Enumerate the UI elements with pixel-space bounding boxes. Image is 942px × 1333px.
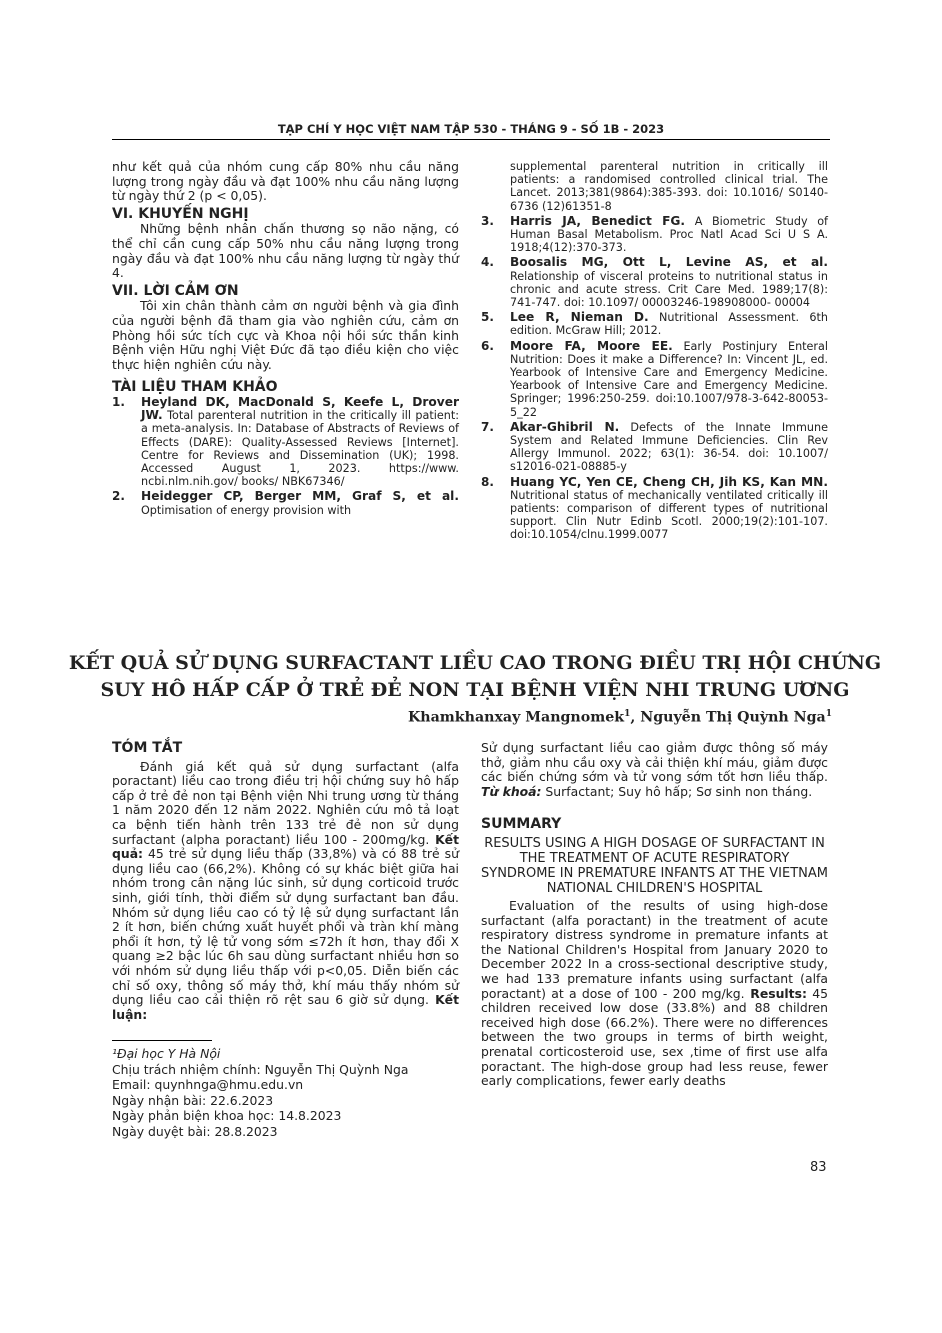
reference-item <box>481 215 828 255</box>
abstract-vi-keywords-label: Từ khoá: <box>481 783 542 799</box>
summary-en-title: RESULTS USING A HIGH DOSAGE OF SURFACTANT IN THE TREATMENT OF ACUTE RESPIRATORY SYNDROME IN PREMATURE INFANTS AT THE VIETNAM NATIONAL CHILDREN'S HOSPITAL <box>481 835 828 896</box>
reference-text <box>510 340 828 419</box>
left-column-top <box>112 160 459 519</box>
summary-title: SUMMARY <box>481 816 562 833</box>
abstract-vi-left <box>112 741 459 1022</box>
footnote-reviewed: Ngày phản biện khoa học: 14.8.2023 <box>112 1108 342 1124</box>
reference-item <box>481 421 828 474</box>
references-list-right <box>481 215 828 542</box>
reference-authors: Huang YC, Yen CE, Cheng CH, Jih KS, Kan MN. <box>510 474 828 489</box>
references-list-left <box>112 396 459 517</box>
author-2-affiliation: 1 <box>825 709 832 719</box>
reference-2-continuation: supplemental parenteral nutrition in critically ill patients: a randomised controlled clinical trial. The Lancet. 2013;381(9864):385-393. doi: 10.1016/ S0140-6736 (12)61351-8 <box>510 160 828 213</box>
reference-item <box>481 256 828 309</box>
reference-details: A Biometric Study of Human Basal Metabolism. Proc Natl Acad Sci U S A. 1918;4(12):370-373. <box>510 214 828 255</box>
author-1: Khamkhanxay Mangnomek <box>407 709 625 726</box>
reference-details: Total parenteral nutrition in the critically ill patient: a meta-analysis. In: Database of Abstracts of Reviews of Effects (DARE): Quality-Assessed Reviews [Internet]. Centre for Reviews and Dissemination (UK); 1998. Accessed August 1, 2023. https://www. ncbi.nlm.nih.gov/ books/ NBK67346/ <box>141 409 459 489</box>
reference-item <box>112 490 459 516</box>
reference-text <box>510 215 828 255</box>
intro-paragraph: như kết quả của nhóm cung cấp 80% nhu cầu năng lượng trong ngày đầu và đạt 100% nhu cầu năng lượng từ ngày thứ 2 (p < 0,05). <box>112 159 459 204</box>
reference-authors: Harris JA, Benedict FG. <box>510 213 686 228</box>
summary-body <box>481 899 828 1089</box>
article-title <box>60 650 890 704</box>
abstract-vi-results: 45 trẻ sử dụng liều thấp (33,8%) và có 88 trẻ sử dụng liều cao (66,2%). Không có sự khác biệt giữa hai nhóm trong cân nặng lúc sinh, sử dụng corticoid trước sinh, giới tính, thời điểm sử dụng surfactant ban đầu. Nhóm sử dụng liều cao có tỷ lệ sử dụng surfactant lần 2 ít hơn, biến chứng xuất huyết phổi và tràn khí màng phổi ít hơn, tỷ lệ tử vong sớm ≤72h ít hơn, thay đổi X quang ≥2 bậc lúc 6h sau dùng surfactant nhiều hơn so với nhóm sử dụng liều thấp với p<0,05. Diễn biến các chỉ số oxy, thông số máy thở, khí máu thấy nhóm sử dụng liều cao cải thiện rõ rệt sau 6 giờ sử dụng. <box>112 846 459 1008</box>
section-acknowledgment-title: VII. LỜI CẢM ƠN <box>112 282 239 299</box>
reference-number: 6. <box>481 338 494 353</box>
summary-results-label: Results: <box>744 985 807 1001</box>
author-separator: , <box>630 709 641 726</box>
journal-header: TẠP CHÍ Y HỌC VIỆT NAM TẬP 530 - THÁNG 9 - SỐ 1B - 2023 <box>277 122 665 136</box>
reference-text <box>141 490 459 516</box>
reference-item <box>112 396 459 488</box>
reference-item <box>481 311 828 337</box>
reference-continuation <box>481 160 828 213</box>
abstract-right-column <box>481 741 828 1089</box>
reference-text <box>510 311 828 337</box>
reference-details: Relationship of visceral proteins to nutritional status in chronic and acute stress. Crit Care Med. 1989;17(8): 741-747. doi: 10.1097/ 00003246-198908000- 00004 <box>510 269 828 310</box>
reference-details: Optimisation of energy provision with <box>141 503 352 517</box>
reference-number: 4. <box>481 255 494 270</box>
reference-text <box>510 421 828 474</box>
abstract-vi-methods: Đánh giá kết quả sử dụng surfactant (alfa poractant) liều cao trong điều trị hội chứng suy hô hấp cấp ở trẻ đẻ non tại Bệnh viện Nhi trung ương từ tháng 1 năm 2020 đến 12 năm 2022. Nghiên cứu mô tả loạt ca bệnh tiến hành trên 133 trẻ đẻ non sử dụng surfactant (alpha poractant) liều 100 - 200mg/kg. <box>112 758 459 847</box>
page-number: 83 <box>810 1160 827 1175</box>
article-title-line-2: SUY HÔ HẤP CẤP Ở TRẺ ĐẺ NON TẠI BỆNH VIỆN NHI TRUNG ƯƠNG <box>100 679 850 701</box>
header-rule <box>112 139 830 140</box>
section-recommendations-title: VI. KHUYẾN NGHỊ <box>112 205 249 222</box>
article-authors <box>408 709 832 726</box>
right-column-top <box>481 160 828 544</box>
reference-details: Early Postinjury Enteral Nutrition: Does it make a Difference? In: Vincent JL, ed. Yearbook of Intensive Care and Emergency Medicine. Yearbook of Intensive Care and Emergency Medicine. Springer; 1996:250-259. doi:10.1007/978-3-642-80053-5_22 <box>510 339 828 419</box>
footnote-received: Ngày nhận bài: 22.6.2023 <box>112 1092 274 1108</box>
abstract-vi-body <box>112 760 459 1023</box>
reference-details: Defects of the Innate Immune System and Related Immune Deficiencies. Clin Rev Allergy Immunol. 2022; 63(1): 36-54. doi: 10.1007/ s12016-021-08885-y <box>510 420 828 474</box>
abstract-vi-conclusion-text: Sử dụng surfactant liều cao giảm được thông số máy thở, giảm nhu cầu oxy và cải thiện khí máu, giảm được các biến chứng sớm và tử vong sớm tốt hơn liều thấp. <box>481 740 828 785</box>
abstract-vi-results-label: Kết quả: <box>112 831 459 862</box>
reference-text <box>141 396 459 488</box>
footnote-accepted: Ngày duyệt bài: 28.8.2023 <box>112 1123 278 1139</box>
reference-details: Nutritional Assessment. 6th edition. McGraw Hill; 2012. <box>510 311 828 338</box>
reference-number: 2. <box>112 489 125 504</box>
abstract-vi-conclusion-label: Kết luận: <box>112 992 459 1022</box>
footnote-email: Email: quynhnga@hmu.edu.vn <box>112 1077 304 1093</box>
summary-methods: Evaluation of the results of using high-dose surfactant (alfa poractant) in the treatment of acute respiratory distress syndrome in premature infants at the National Children's Hospital from January 2020 to December 2022 In a cross-sectional descriptive study, we had 133 premature infants using surfactant (alfa poractant) at a dose of 100 - 200 mg/kg. <box>481 897 828 1001</box>
author-2: Nguyễn Thị Quỳnh Nga <box>640 709 826 726</box>
footnote-rule <box>112 1040 212 1041</box>
author-1-affiliation: 1 <box>624 709 631 719</box>
reference-number: 8. <box>481 474 494 489</box>
reference-text <box>510 476 828 542</box>
reference-authors: Boosalis MG, Ott L, Levine AS, et al. <box>510 255 828 270</box>
abstract-vi-title: TÓM TẮT <box>112 740 183 756</box>
reference-item <box>481 476 828 542</box>
reference-details: Nutritional status of mechanically ventilated critically ill patients: comparison of different types of nutritional support. Clin Nutr Edinb Scotl. 2000;19(2):101-107. doi:10.1054/clnu.1999.0077 <box>510 488 828 542</box>
reference-number: 1. <box>112 394 125 409</box>
article-title-line-1: KẾT QUẢ SỬ DỤNG SURFACTANT LIỀU CAO TRONG ĐIỀU TRỊ HỘI CHỨNG <box>68 652 882 674</box>
abstract-vi-conclusion <box>481 741 828 799</box>
reference-number: 5. <box>481 310 494 325</box>
summary-results: 45 children received low dose (33.8%) and 88 children received high dose (66.2%). There were no differences between the two groups in terms of birth weight, prenatal corticosteroid use, sex ,time of first use alfa poractant. The high-dose group had less reuse, fewer early complications, fewer early deaths <box>481 985 828 1089</box>
footnote <box>112 1046 462 1140</box>
reference-authors: Lee R, Nieman D. <box>510 310 649 325</box>
reference-authors: Heyland DK, MacDonald S, Keefe L, Drover JW. <box>141 394 459 423</box>
references-title: TÀI LIỆU THAM KHẢO <box>112 379 278 396</box>
reference-number: 7. <box>481 419 494 434</box>
reference-authors: Akar-Ghibril N. <box>510 419 620 434</box>
reference-authors: Heidegger CP, Berger MM, Graf S, et al. <box>141 489 459 504</box>
footnote-corresponding: Chịu trách nhiệm chính: Nguyễn Thị Quỳnh Nga <box>112 1061 409 1077</box>
reference-item <box>481 340 828 419</box>
reference-number: 3. <box>481 213 494 228</box>
abstract-vi-keywords: Surfactant; Suy hô hấp; Sơ sinh non tháng. <box>541 783 813 799</box>
section-recommendations-text: Những bệnh nhân chấn thương sọ não nặng, có thể chỉ cần cung cấp 50% nhu cầu năng lượng trong ngày đầu và đạt 100% nhu cầu năng lượng từ ngày thứ 4. <box>112 221 459 281</box>
reference-text <box>510 256 828 309</box>
footnote-affiliation: ¹Đại học Y Hà Nội <box>112 1046 221 1061</box>
reference-authors: Moore FA, Moore EE. <box>510 338 673 353</box>
section-acknowledgment-text: Tôi xin chân thành cảm ơn người bệnh và gia đình của người bệnh đã tham gia vào nghiên cứu, cảm ơn Phòng hồi sức tích cực và Khoa nội hồi sức thần kinh Bệnh viện Hữu nghị Việt Đức đã tạo điều kiện cho việc thực hiện nghiên cứu này. <box>112 298 459 372</box>
